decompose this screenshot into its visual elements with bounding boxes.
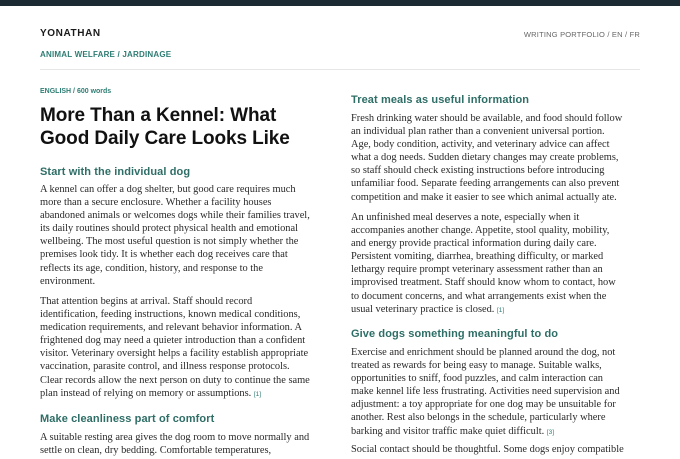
- text-line: treated as rewards for being easy to manage. Suitable walks,: [351, 360, 602, 372]
- text-line: opportunities to sniff, food puzzles, and calm interaction can: [351, 373, 603, 385]
- text-line: Exercise and enrichment should be planned around the dog, not: [351, 347, 616, 358]
- text-line: A suitable resting area gives the dog room to move normally and: [40, 432, 310, 443]
- section-tag[interactable]: ANIMAL WELFARE / JARDINAGE: [40, 50, 172, 59]
- section-heading-meals: Treat meals as useful information: [351, 94, 530, 106]
- section-heading-enrichment: Give dogs something meaningful to do: [351, 328, 559, 340]
- text-line: Persistent vomiting, diarrhea, breathing difficulty, or marked: [351, 251, 604, 263]
- text-line: improvised treatment. Staff should know whom to contact, how: [351, 277, 616, 289]
- text-line: and energy provide practical information during daily care.: [351, 238, 597, 250]
- text-line: frightened dog may need a quieter introduction than a confident: [40, 335, 306, 347]
- paragraph-resting-area: [40, 431, 332, 457]
- text-line: its daily routines should protect physical health and emotional: [40, 223, 298, 235]
- text-line: usual veterinary practice is closed.: [351, 303, 495, 315]
- paragraph-water-food: [351, 112, 643, 204]
- text-line: visitor. Veterinary oversight helps a facility establish appropriate: [40, 348, 309, 360]
- text-line: environment.: [40, 275, 96, 287]
- section-heading-cleanliness: Make cleanliness part of comfort: [40, 413, 215, 425]
- text-line: so staff should check existing instructions before introducing: [351, 165, 605, 177]
- citation-link[interactable]: [3]: [546, 428, 555, 436]
- paragraph-social-contact: [351, 443, 643, 456]
- text-line: competition and make it easier to see which animal actually ate.: [351, 191, 617, 203]
- language-label: ENGLISH / 600 words: [40, 88, 112, 95]
- article-title: [40, 104, 330, 150]
- title-line: Good Daily Care Looks Like: [40, 128, 290, 149]
- title-line: More Than a Kennel: What: [40, 105, 277, 126]
- text-line: Age, body condition, activity, and veterinary advice can affect: [351, 139, 610, 151]
- text-line: what a dog needs. Sudden dietary changes may create problems,: [351, 152, 619, 164]
- text-line: A kennel can offer a dog shelter, but good care requires much: [40, 184, 296, 195]
- text-line: An unfinished meal deserves a note, especially when it: [351, 212, 580, 223]
- citation-link[interactable]: [1]: [497, 306, 505, 314]
- text-line: That attention begins at arrival. Staff should record: [40, 296, 253, 307]
- paragraph-exercise: [351, 346, 643, 439]
- section-heading-individual-dog: Start with the individual dog: [40, 166, 191, 178]
- site-brand[interactable]: YONATHAN: [40, 28, 101, 39]
- portfolio-nav[interactable]: WRITING PORTFOLIO / EN / FR: [523, 30, 640, 39]
- text-line: to document concerns, and what arrangements exist when the: [351, 290, 607, 302]
- text-line: accompanies another change. Appetite, stool quality, mobility,: [351, 225, 610, 237]
- text-line: Social contact should be thoughtful. Some dogs enjoy compatible: [351, 444, 624, 455]
- paragraph-unfinished-meal: [351, 211, 643, 317]
- text-line: settle on clean, dry bedding. Comfortable temperatures,: [40, 445, 272, 457]
- text-line: wellbeing. The most useful question is not simply whether the: [40, 236, 299, 248]
- text-line: make kennel life less frustrating. Activities need supervision and: [351, 386, 620, 398]
- text-line: reflects its age, condition, history, and response to the: [40, 262, 263, 274]
- top-bar: [0, 0, 680, 6]
- text-line: Clear records allow the next person on duty to continue the same: [40, 374, 310, 386]
- text-line: more than a secure enclosure. Whether a facility houses: [40, 197, 272, 209]
- text-line: premises look tidy. It is whether each dog receives care that: [40, 249, 288, 261]
- text-line: lethargy require prompt veterinary assessment rather than an: [351, 264, 603, 276]
- text-line: adjustment: a toy appropriate for one dog may be unsuitable for: [351, 399, 616, 411]
- citation-link[interactable]: [1]: [253, 390, 262, 398]
- text-line: an individual plan rather than a convenient universal portion.: [351, 126, 605, 138]
- text-line: vaccination, parasite control, and illness response protocols.: [40, 361, 290, 373]
- text-line: unfamiliar food. Separate feeding arrangements can also prevent: [351, 178, 620, 190]
- text-line: plan instead of relying on memory or assumptions.: [40, 387, 252, 399]
- text-line: abandoned animals or welcomes dogs while their families travel,: [40, 210, 310, 222]
- text-line: barking and visitor traffic make quiet difficult.: [351, 425, 545, 437]
- paragraph-intro: [40, 183, 332, 288]
- paragraph-arrival: [40, 295, 332, 401]
- text-line: identification, feeding instructions, known medical conditions,: [40, 309, 301, 321]
- header-divider: [40, 69, 640, 70]
- text-line: another. Rest also belongs in the schedule, particularly where: [351, 412, 606, 424]
- text-line: medication requirements, and relevant behavior information. A: [40, 322, 302, 334]
- text-line: Fresh drinking water should be available, and food should follow: [351, 113, 623, 124]
